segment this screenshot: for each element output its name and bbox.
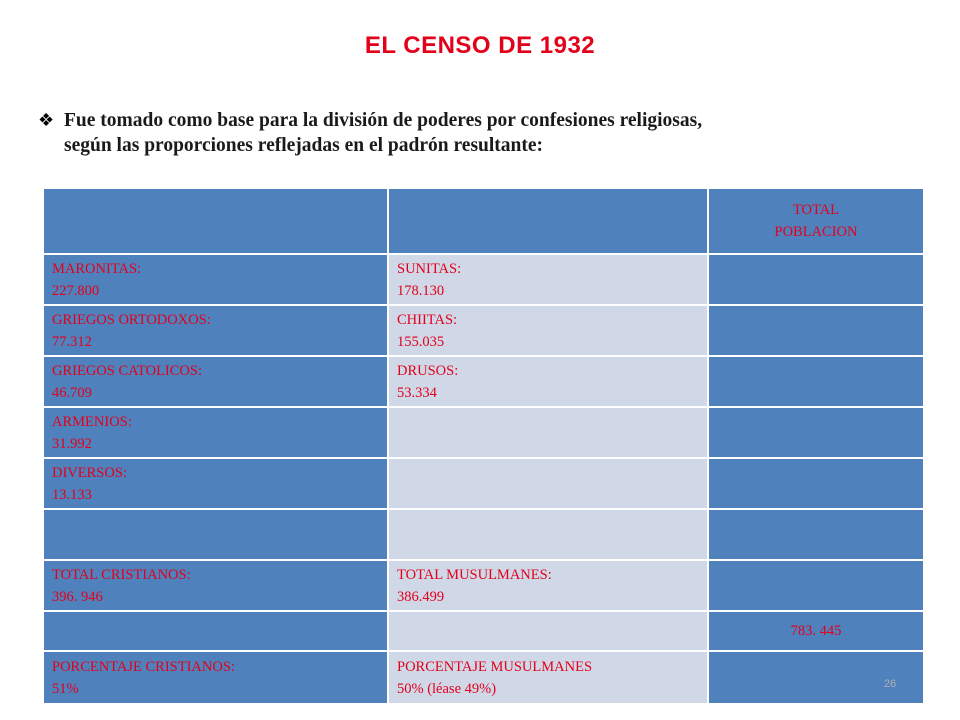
cell-christian	[43, 305, 388, 356]
cell-name: TOTAL MUSULMANES:	[397, 566, 552, 583]
bullet-line-1: Fue tomado como base para la división de poderes por confesiones religiosas,	[64, 110, 703, 131]
cell-name: DIVERSOS:	[52, 464, 127, 481]
cell-value: 77.312	[52, 333, 92, 350]
page-number: 26	[884, 678, 897, 690]
header-total-poblacion	[708, 188, 924, 254]
bullet-paragraph	[38, 108, 918, 158]
cell-empty	[388, 611, 708, 651]
census-table	[42, 187, 925, 705]
cell-value: 51%	[52, 680, 79, 697]
table-row-grand-total	[43, 611, 924, 651]
cell-name: GRIEGOS CATOLICOS:	[52, 362, 202, 379]
table-row	[43, 458, 924, 509]
cell-porcentaje-musulmanes	[388, 651, 708, 704]
table-row	[43, 356, 924, 407]
bullet-line-2: según las proporciones reflejadas en el padrón resultante:	[64, 135, 544, 156]
cell-value: 53.334	[397, 384, 437, 401]
cell-total	[708, 254, 924, 305]
cell-total	[708, 356, 924, 407]
cell-value: 227.800	[52, 282, 100, 299]
table-row	[43, 407, 924, 458]
table-row-empty	[43, 509, 924, 560]
header-poblacion-label: POBLACION	[774, 224, 858, 240]
cell-value: 46.709	[52, 384, 92, 401]
cell-muslim	[388, 356, 708, 407]
cell-total-cristianos	[43, 560, 388, 611]
cell-total	[708, 407, 924, 458]
cell-christian	[43, 254, 388, 305]
bullet-text	[64, 108, 918, 158]
table-row-totals	[43, 560, 924, 611]
cell-total	[708, 458, 924, 509]
cell-name: TOTAL CRISTIANOS:	[52, 566, 191, 583]
cell-total	[708, 509, 924, 560]
slide-title: EL CENSO DE 1932	[364, 32, 596, 59]
table-row	[43, 305, 924, 356]
cell-name: ARMENIOS:	[52, 413, 132, 430]
cell-porcentaje-cristianos	[43, 651, 388, 704]
cell-muslim	[388, 407, 708, 458]
cell-name: PORCENTAJE CRISTIANOS:	[52, 658, 235, 675]
cell-total	[708, 560, 924, 611]
cell-total	[708, 305, 924, 356]
cell-name: DRUSOS:	[397, 362, 459, 379]
cell-value: 31.992	[52, 435, 92, 452]
cell-muslim	[388, 305, 708, 356]
cell-muslim	[388, 509, 708, 560]
cell-name: GRIEGOS ORTODOXOS:	[52, 311, 211, 328]
cell-value: 155.035	[397, 333, 445, 350]
cell-christian	[43, 458, 388, 509]
header-cell-2	[388, 188, 708, 254]
cell-value: 386.499	[397, 588, 445, 605]
cell-christian	[43, 356, 388, 407]
cell-name: CHIITAS:	[397, 311, 458, 328]
header-total-label: TOTAL	[792, 202, 840, 218]
cell-value: 396. 946	[52, 588, 103, 605]
table-row-percentages	[43, 651, 924, 704]
cell-name: PORCENTAJE MUSULMANES	[397, 658, 593, 675]
cell-muslim	[388, 254, 708, 305]
cell-total-musulmanes	[388, 560, 708, 611]
cell-christian	[43, 407, 388, 458]
four-diamond-bullet-icon: ❖	[38, 110, 55, 131]
table-header-row	[43, 188, 924, 254]
cell-value: 50% (léase 49%)	[397, 680, 497, 697]
cell-muslim	[388, 458, 708, 509]
cell-name: MARONITAS:	[52, 260, 142, 277]
header-cell-1	[43, 188, 388, 254]
cell-name: SUNITAS:	[397, 260, 462, 277]
grand-total-value: 783. 445	[708, 611, 924, 651]
cell-christian	[43, 509, 388, 560]
cell-value: 178.130	[397, 282, 445, 299]
cell-empty	[43, 611, 388, 651]
cell-value: 13.133	[52, 486, 92, 503]
table-row	[43, 254, 924, 305]
